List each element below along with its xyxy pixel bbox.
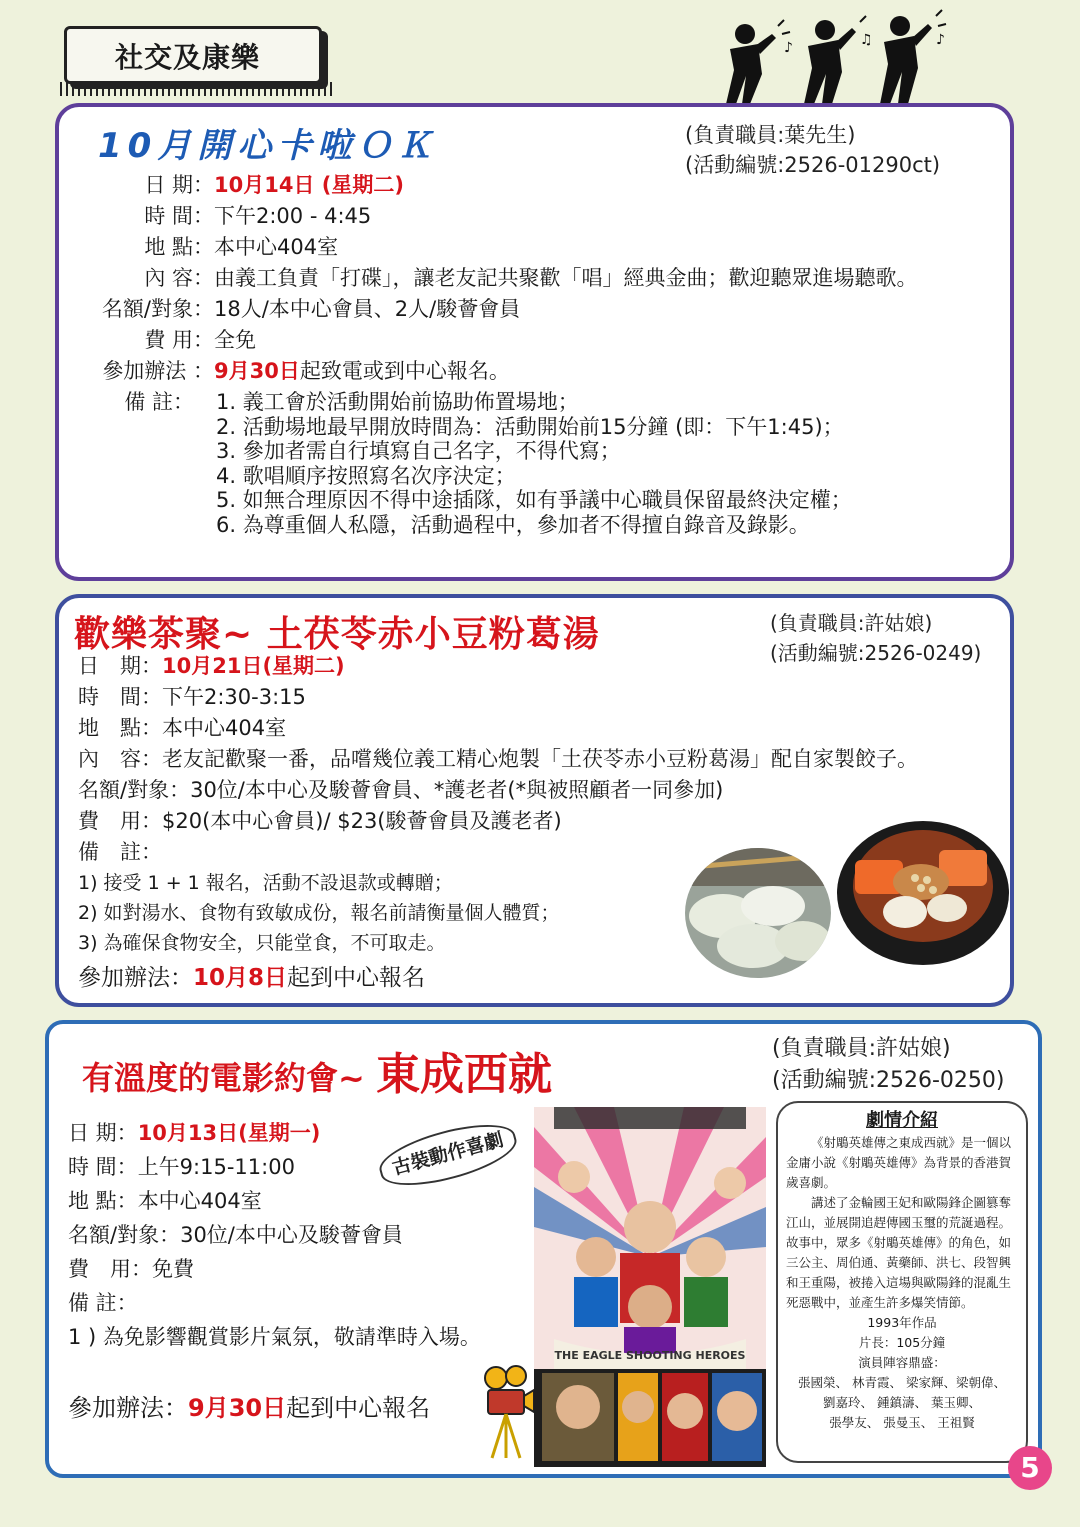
detail-row xyxy=(68,1252,481,1286)
event-date: 10月21日(星期二) xyxy=(162,654,345,678)
detail-row xyxy=(78,744,918,775)
plot-heading: 劇情介紹 xyxy=(866,1110,938,1131)
section-tag: 社交及康樂 xyxy=(64,26,322,84)
detail-label: 地 點： xyxy=(78,716,162,740)
event-date: 10月14日 (星期二) xyxy=(214,173,404,197)
event1-code: (活動編號:2526-01290ct) xyxy=(685,153,941,177)
detail-label: 名額/對象： xyxy=(78,778,191,802)
detail-row xyxy=(95,294,918,325)
detail-value: 下午2:00 - 4:45 xyxy=(214,204,372,228)
event3-title-prefix: 有溫度的電影約會~ xyxy=(82,1059,376,1097)
detail-label: 名額/對象： xyxy=(68,1223,181,1247)
detail-label: 時 間： xyxy=(68,1155,138,1179)
plot-paragraph: 《射鵰英雄傳之東成西就》是一個以金庸小說《射鵰英雄傳》為背景的香港賀歲喜劇。 xyxy=(786,1135,1012,1190)
detail-value: 全免 xyxy=(214,328,256,352)
detail-row xyxy=(95,263,918,294)
signup-label: 參加辦法 ： xyxy=(102,359,214,383)
plot-length: 片長：105分鐘 xyxy=(858,1335,946,1350)
detail-row xyxy=(95,170,918,201)
signup-row xyxy=(68,1390,481,1426)
detail-value: 下午2:30-3:15 xyxy=(162,685,306,709)
event2-title: 歡樂茶聚~ 土茯苓赤小豆粉葛湯 xyxy=(74,614,600,655)
detail-row xyxy=(95,325,918,356)
detail-label: 日 期： xyxy=(78,654,162,678)
event3-title xyxy=(82,1038,552,1102)
detail-value: 老友記歡聚一番，品嚐幾位義工精心炮製「土茯苓赤小豆粉葛湯」配自家製餃子。 xyxy=(162,747,918,771)
detail-value: 30位/本中心及駿薈會員、*護老者(*與被照顧者一同參加) xyxy=(190,778,724,802)
detail-row xyxy=(78,713,918,744)
detail-label: 費 用： xyxy=(78,809,162,833)
signup-row xyxy=(95,356,918,387)
note-item: 5. 如無合理原因不得中途插隊，如有爭議中心職員保留最終決定權； xyxy=(216,488,852,512)
detail-label: 時 間： xyxy=(78,685,162,709)
detail-row xyxy=(68,1218,481,1252)
note-item: 3) 為確保食物安全，只能堂食，不可取走。 xyxy=(78,932,446,954)
detail-label: 日 期： xyxy=(144,173,214,197)
signup-text: 起到中心報名 xyxy=(286,1394,431,1422)
note-item: 6. 為尊重個人私隱，活動過程中，參加者不得擅自錄音及錄影。 xyxy=(216,512,810,537)
detail-row xyxy=(78,682,918,713)
svg-text:♪: ♪ xyxy=(784,40,793,56)
svg-text:♪: ♪ xyxy=(936,32,945,48)
movie-poster xyxy=(534,1107,766,1467)
plot-cast-line: 劉嘉玲、 鍾鎮濤、 葉玉卿、 xyxy=(823,1395,981,1410)
event2-code: (活動編號:2526-0249) xyxy=(770,641,982,665)
detail-label: 內 容： xyxy=(144,266,214,290)
detail-row xyxy=(68,1184,481,1218)
detail-value: 本中心404室 xyxy=(162,716,287,740)
plot-paragraph: 講述了金輪國王妃和歐陽鋒企圖篡奪江山，並展開追趕傳國玉璽的荒誕過程。 故事中，眾多《射鵰英雄傳》的角色，如三公主、周伯通、黃藥師、洪七、段智興和王重陽，被捲入這場與歐陽鋒的混亂生死惡戰中，並產生許多爆笑情節。 xyxy=(786,1195,1012,1310)
notes-label: 備 註： xyxy=(68,1291,138,1315)
detail-label: 地 點： xyxy=(144,235,214,259)
event3-staff: (負責職員:許姑娘) xyxy=(772,1036,951,1061)
tag-decoration xyxy=(60,82,332,96)
note-item: 3. 參加者需自行填寫自己名字，不得代寫； xyxy=(216,439,621,463)
note-item: 1. 義工會於活動開始前協助佈置場地； xyxy=(216,390,579,414)
detail-value: 由義工負責「打碟」，讓老友記共聚歡「唱」經典金曲；歡迎聽眾進場聽歌。 xyxy=(214,266,918,290)
event1-staff: (負責職員:葉先生) xyxy=(685,123,856,147)
detail-row xyxy=(78,775,918,806)
detail-row xyxy=(95,232,918,263)
detail-row xyxy=(78,806,918,837)
dumplings-photo xyxy=(683,846,833,980)
note-item: 1) 接受 1 + 1 報名，活動不設退款或轉贈； xyxy=(78,872,453,894)
detail-label: 名額/對象： xyxy=(101,297,214,321)
soup-photo xyxy=(835,820,1011,966)
poster-caption: THE EAGLE SHOOTING HEROES xyxy=(554,1349,746,1362)
detail-label: 費 用： xyxy=(144,328,214,352)
signup-label: 參加辦法： xyxy=(78,965,193,991)
note-item: 4. 歌唱順序按照寫名次序決定； xyxy=(216,463,516,488)
detail-value: 本中心404室 xyxy=(137,1189,262,1213)
genre-stamp: 古裝動作喜劇 xyxy=(374,1114,522,1197)
svg-text:♫: ♫ xyxy=(860,32,873,48)
signup-date: 9月30日 xyxy=(214,359,300,383)
signup-text: 起到中心報名 xyxy=(287,965,426,991)
page-number: 5 xyxy=(1008,1446,1052,1490)
note-item: 2. 活動場地最早開放時間為：活動開始前15分鐘 (即：下午1:45)； xyxy=(216,414,844,439)
detail-label: 費 用： xyxy=(68,1257,152,1281)
singers-illustration xyxy=(700,4,950,104)
note-item: 2) 如對湯水、食物有致敏成份，報名前請衡量個人體質； xyxy=(78,902,560,924)
detail-value: 30位/本中心及駿薈會員 xyxy=(180,1223,403,1247)
film-camera-icon xyxy=(482,1364,536,1460)
plot-cast-line: 張學友、 張曼玉、 王祖賢 xyxy=(829,1415,975,1430)
detail-value: 上午9:15-11:00 xyxy=(137,1155,295,1179)
detail-value: 18人/本中心會員、2人/駿薈會員 xyxy=(214,297,521,321)
note-item: 1 ) 為免影響觀賞影片氣氛，敬請準時入場。 xyxy=(68,1325,481,1349)
event-date: 10月13日(星期一) xyxy=(137,1121,321,1145)
detail-label: 日 期： xyxy=(68,1121,138,1145)
event3-movie-name: 東成西就 xyxy=(375,1049,552,1100)
signup-date: 10月8日 xyxy=(193,965,288,991)
plot-year: 1993年作品 xyxy=(867,1315,937,1330)
notes-label: 備 註： xyxy=(124,390,194,414)
signup-date: 9月30日 xyxy=(188,1394,287,1422)
detail-label: 時 間： xyxy=(144,204,214,228)
detail-label: 內 容： xyxy=(78,747,162,771)
detail-row xyxy=(78,651,918,682)
event3-code: (活動編號:2526-0250) xyxy=(772,1068,1005,1093)
detail-value: $20(本中心會員)/ $23(駿薈會員及護老者) xyxy=(162,809,562,833)
detail-row xyxy=(95,201,918,232)
event1-details xyxy=(95,170,918,418)
event1-title: 10月開心卡啦ＯＫ xyxy=(98,126,438,166)
event1-notes xyxy=(216,390,852,537)
detail-value: 本中心404室 xyxy=(214,235,339,259)
detail-value: 免費 xyxy=(152,1257,194,1281)
plot-summary-box xyxy=(776,1101,1028,1463)
notes-label: 備 註： xyxy=(78,840,162,864)
signup-text: 起致電或到中心報名。 xyxy=(299,359,510,383)
event2-staff: (負責職員:許姑娘) xyxy=(770,611,933,635)
detail-label: 地 點： xyxy=(68,1189,138,1213)
notes-label-row xyxy=(68,1286,481,1320)
plot-cast-line: 張國榮、 林青霞、 梁家輝、梁朝偉、 xyxy=(798,1375,1006,1390)
signup-label: 參加辦法： xyxy=(68,1394,188,1422)
plot-cast-label: 演員陣容鼎盛： xyxy=(858,1355,946,1370)
